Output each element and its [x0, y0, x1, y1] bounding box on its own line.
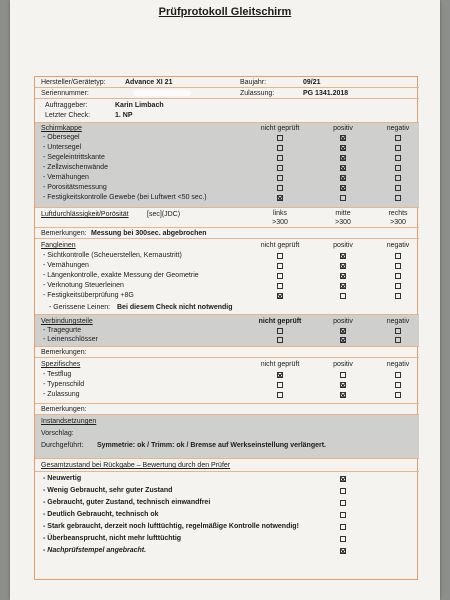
checkbox-positiv[interactable]	[340, 273, 346, 279]
gesamtzustand-option	[43, 475, 419, 487]
gesamtzustand-option	[43, 487, 419, 499]
schirmkappe-item-label: - Porositätsmessung	[43, 184, 107, 191]
col-positiv: positiv	[333, 125, 353, 132]
gesamtzustand-option-text: , derzeit noch lufttüchtig, regelmäßige Kontrolle notwendig!	[100, 523, 299, 530]
spezifisches-item-row	[43, 371, 419, 381]
schirmkappe-item-row	[43, 144, 419, 154]
schirmkappe-item-label: - Vernähungen	[43, 174, 89, 181]
checkbox-negativ[interactable]	[395, 337, 401, 343]
redacted-serial-mark	[133, 90, 191, 96]
schirmkappe-item-row	[43, 134, 419, 144]
verbindung-col-positiv: positiv	[333, 318, 353, 325]
luft-mitte-value: >300	[335, 219, 351, 226]
checkbox-negativ[interactable]	[395, 293, 401, 299]
checkbox-positiv[interactable]	[340, 328, 346, 334]
gesamtzustand-option-bold: - Wenig Gebraucht, sehr guter Zustand	[43, 487, 173, 494]
protocol-table	[34, 76, 418, 580]
gesamtzustand-option	[43, 511, 419, 523]
checkbox-nicht-geprueft[interactable]	[277, 273, 283, 279]
schirmkappe-item-row	[43, 154, 419, 164]
hersteller-value: Advance XI 21	[125, 79, 173, 86]
checkbox-nicht-geprueft[interactable]	[277, 328, 283, 334]
spezifisches-title: Spezifisches	[41, 361, 81, 368]
checkbox-nicht-geprueft[interactable]	[277, 195, 283, 201]
instand-title: Instandsetzungen	[41, 418, 97, 425]
baujahr-label: Baujahr:	[240, 79, 267, 86]
fangleinen-title: Fangleinen	[41, 242, 76, 249]
luft-links-label: links	[272, 210, 288, 217]
checkbox-negativ[interactable]	[395, 145, 401, 151]
luft-rechts-value: >300	[390, 219, 406, 226]
gesamtzustand-option-bold: - Nachprüfstempel angebracht.	[43, 547, 147, 554]
fangleinen-item-label: - Festigkeitsüberprüfung +8G	[43, 292, 134, 299]
spezifisches-item-label: - Testflug	[43, 371, 72, 378]
zulassung-label: Zulassung:	[240, 90, 275, 97]
schirmkappe-item-row	[43, 194, 419, 204]
checkbox-negativ[interactable]	[395, 175, 401, 181]
row-hersteller	[35, 77, 419, 88]
checkbox-nicht-geprueft[interactable]	[277, 372, 283, 378]
section-spezifisches	[35, 358, 419, 404]
gesamtzustand-option-text: , guter Zustand, technisch einwandfrei	[82, 499, 211, 506]
spezifisches-item-label: - Typenschild	[43, 381, 85, 388]
checkbox-negativ[interactable]	[395, 185, 401, 191]
checkbox-nicht-geprueft[interactable]	[277, 155, 283, 161]
checkbox-nicht-geprueft[interactable]	[277, 165, 283, 171]
verbindung-items	[43, 315, 283, 347]
checkbox-positiv[interactable]	[340, 293, 346, 299]
fangleinen-item-label: - Längenkontrolle, exakte Messung der Geometrie	[43, 272, 199, 279]
checkbox-nicht-geprueft[interactable]	[277, 392, 283, 398]
checkbox-gesamtzustand[interactable]	[340, 476, 346, 482]
bemerkungen-2-label: Bemerkungen:	[41, 349, 87, 356]
schirmkappe-item-label: - Zellzwischenwände	[43, 164, 108, 171]
gesamtzustand-option-text: , sehr guter Zustand	[105, 487, 173, 494]
schirmkappe-item-row	[43, 164, 419, 174]
checkbox-negativ[interactable]	[395, 273, 401, 279]
checkbox-nicht-geprueft[interactable]	[277, 283, 283, 289]
checkbox-nicht-geprueft[interactable]	[277, 293, 283, 299]
fangleinen-item-label: - Sichtkontrolle (Scheuerstellen, Kernaustritt)	[43, 252, 182, 259]
spezifisches-col-negativ: negativ	[386, 361, 410, 368]
gesamtzustand-option	[43, 547, 419, 559]
verbindung-item-row	[43, 327, 419, 336]
checkbox-nicht-geprueft[interactable]	[277, 382, 283, 388]
checkbox-gesamtzustand[interactable]	[340, 524, 346, 530]
section-verbindungsteile	[35, 315, 419, 347]
checkbox-negativ[interactable]	[395, 263, 401, 269]
luft-label: Luftdurchlässigkeit/Porösität	[41, 211, 129, 218]
hersteller-label: Hersteller/Gerätetyp:	[41, 79, 106, 86]
fangleinen-item-row	[43, 272, 419, 282]
checkbox-positiv[interactable]	[340, 165, 346, 171]
checkbox-negativ[interactable]	[395, 135, 401, 141]
fangleinen-item-label: - Vernähungen	[43, 262, 89, 269]
schirmkappe-item-row	[43, 174, 419, 184]
checkbox-positiv[interactable]	[340, 135, 346, 141]
gerissene-leinen-value: Bei diesem Check nicht notwendig	[117, 304, 233, 311]
checkbox-positiv[interactable]	[340, 145, 346, 151]
seriennummer-label: Seriennummer:	[41, 90, 89, 97]
checkbox-nicht-geprueft[interactable]	[277, 253, 283, 259]
fangleinen-col-negativ: negativ	[386, 242, 410, 249]
checkbox-gesamtzustand[interactable]	[340, 512, 346, 518]
schirmkappe-title: Schirmkappe	[41, 125, 82, 132]
checkbox-negativ[interactable]	[395, 155, 401, 161]
checkbox-positiv[interactable]	[340, 175, 346, 181]
checkbox-positiv[interactable]	[340, 283, 346, 289]
fangleinen-col-nicht: nicht geprüft	[260, 242, 300, 249]
schirmkappe-item-label: - Festigkeitskontrolle Gewebe (bei Luftwert <50 sec.)	[43, 194, 207, 201]
spezifisches-item-row	[43, 381, 419, 391]
baujahr-value: 09/21	[303, 79, 321, 86]
row-bemerkungen-3	[35, 404, 419, 415]
gesamtzustand-option	[43, 499, 419, 511]
checkbox-nicht-geprueft[interactable]	[277, 337, 283, 343]
gesamt-title: Gesamtzustand bei Rückgabe – Bewertung durch den Prüfer	[41, 462, 231, 469]
spezifisches-item-row	[43, 391, 419, 401]
row-bemerkungen-2	[35, 347, 419, 358]
gesamtzustand-option	[43, 535, 419, 547]
col-nicht-geprueft: nicht geprüft	[260, 125, 300, 132]
checkbox-nicht-geprueft[interactable]	[277, 175, 283, 181]
bemerkungen-3-label: Bemerkungen:	[41, 406, 87, 413]
col-negativ: negativ	[386, 125, 410, 132]
schirmkappe-items	[43, 123, 283, 208]
verbindung-col-negativ: negativ	[386, 318, 410, 325]
schirmkappe-item-label: - Untersegel	[43, 144, 82, 151]
fangleinen-item-row	[43, 262, 419, 272]
section-schirmkappe	[35, 123, 419, 208]
gesamtzustand-option-bold: - Neuwertig	[43, 475, 82, 482]
row-luftdurchlaessigkeit	[35, 208, 419, 228]
section-gesamtzustand	[35, 472, 419, 581]
durchgefuehrt-value: Symmetrie: ok / Trimm: ok / Bremse auf Werkseinstellung verlängert.	[97, 442, 327, 449]
bemerkungen-1-value: Messung bei 300sec. abgebrochen	[91, 230, 207, 237]
checkbox-nicht-geprueft[interactable]	[277, 135, 283, 141]
row-bemerkungen-1	[35, 228, 419, 239]
checkbox-negativ[interactable]	[395, 165, 401, 171]
spezifisches-item-label: - Zulassung	[43, 391, 80, 398]
fangleinen-col-positiv: positiv	[333, 242, 353, 249]
verbindung-item-label: - Tragegurte	[43, 327, 82, 334]
fangleinen-item-row	[43, 252, 419, 262]
checkbox-gesamtzustand[interactable]	[340, 488, 346, 494]
spezifisches-items	[43, 358, 283, 404]
checkbox-positiv[interactable]	[340, 155, 346, 161]
gesamtzustand-option-bold: - Gebraucht, guter Zustand, technisch einwandfrei	[43, 499, 211, 506]
row-gesamtzustand-title	[35, 459, 419, 472]
gesamtzustand-items	[43, 472, 419, 572]
checkbox-negativ[interactable]	[395, 328, 401, 334]
luft-links-value: >300	[272, 219, 288, 226]
row-seriennummer	[35, 88, 419, 99]
checkbox-positiv[interactable]	[340, 263, 346, 269]
checkbox-negativ[interactable]	[395, 392, 401, 398]
section-fangleinen	[35, 239, 419, 315]
verbindung-item-label: - Leinenschlösser	[43, 336, 98, 343]
letzter-check-value: 1. NP	[115, 112, 133, 119]
checkbox-positiv[interactable]	[340, 195, 346, 201]
gesamtzustand-option-text: , technisch ok	[111, 511, 159, 518]
checkbox-negativ[interactable]	[395, 372, 401, 378]
checkbox-negativ[interactable]	[395, 382, 401, 388]
gesamtzustand-option-bold: - Deutlich Gebraucht, technisch ok	[43, 511, 159, 518]
section-instandsetzungen	[35, 415, 419, 459]
checkbox-positiv[interactable]	[340, 392, 346, 398]
checkbox-negativ[interactable]	[395, 253, 401, 259]
checkbox-positiv[interactable]	[340, 382, 346, 388]
schirmkappe-item-row	[43, 184, 419, 194]
checkbox-gesamtzustand[interactable]	[340, 500, 346, 506]
luft-unit: [sec](JDC)	[147, 211, 181, 218]
auftraggeber-value: Karin Limbach	[115, 102, 164, 109]
spezifisches-col-nicht: nicht geprüft	[260, 361, 300, 368]
fangleinen-item-label: - Verknotung Steuerleinen	[43, 282, 124, 289]
verbindung-col-nicht: nicht geprüft	[258, 318, 302, 325]
spezifisches-col-positiv: positiv	[333, 361, 353, 368]
luft-mitte-label: mitte	[335, 210, 351, 217]
gesamtzustand-option-bold: - Überbeansprucht, nicht mehr lufttüchtig	[43, 535, 182, 542]
schirmkappe-item-label: - Obersegel	[43, 134, 80, 141]
gerissene-leinen-label: - Gerissene Leinen:	[49, 304, 111, 311]
auftraggeber-label: Auftraggeber:	[45, 102, 88, 109]
checkbox-nicht-geprueft[interactable]	[277, 145, 283, 151]
row-auftraggeber	[35, 99, 419, 123]
checkbox-gesamtzustand[interactable]	[340, 536, 346, 542]
checkbox-positiv[interactable]	[340, 337, 346, 343]
fangleinen-item-row	[43, 282, 419, 292]
verbindung-title: Verbindungsteile	[41, 318, 93, 325]
gesamtzustand-option	[43, 523, 419, 535]
luft-rechts-label: rechts	[388, 210, 408, 217]
zulassung-value: PG 1341.2018	[303, 90, 349, 97]
protocol-sheet	[10, 0, 440, 600]
bemerkungen-1-label: Bemerkungen:	[41, 230, 87, 237]
fangleinen-item-row	[43, 292, 419, 302]
verbindung-item-row	[43, 336, 419, 345]
vorschlag-label: Vorschlag:	[41, 430, 74, 437]
checkbox-nicht-geprueft[interactable]	[277, 263, 283, 269]
gesamtzustand-option-bold: - Stark gebraucht, derzeit noch lufttüchtig, regelmäßige Kontrolle notwendig!	[43, 523, 299, 530]
checkbox-positiv[interactable]	[340, 185, 346, 191]
document-title: Prüfprotokoll Gleitschirm	[158, 6, 292, 18]
letzter-check-label: Letzter Check:	[45, 112, 91, 119]
checkbox-gesamtzustand[interactable]	[340, 548, 346, 554]
checkbox-nicht-geprueft[interactable]	[277, 185, 283, 191]
checkbox-negativ[interactable]	[395, 283, 401, 289]
durchgefuehrt-label: Durchgeführt:	[41, 442, 84, 449]
checkbox-negativ[interactable]	[395, 195, 401, 201]
checkbox-positiv[interactable]	[340, 372, 346, 378]
checkbox-positiv[interactable]	[340, 253, 346, 259]
schirmkappe-item-label: - Segeleintrittskante	[43, 154, 105, 161]
gesamtzustand-option-text: , nicht mehr lufttüchtig	[105, 535, 182, 542]
